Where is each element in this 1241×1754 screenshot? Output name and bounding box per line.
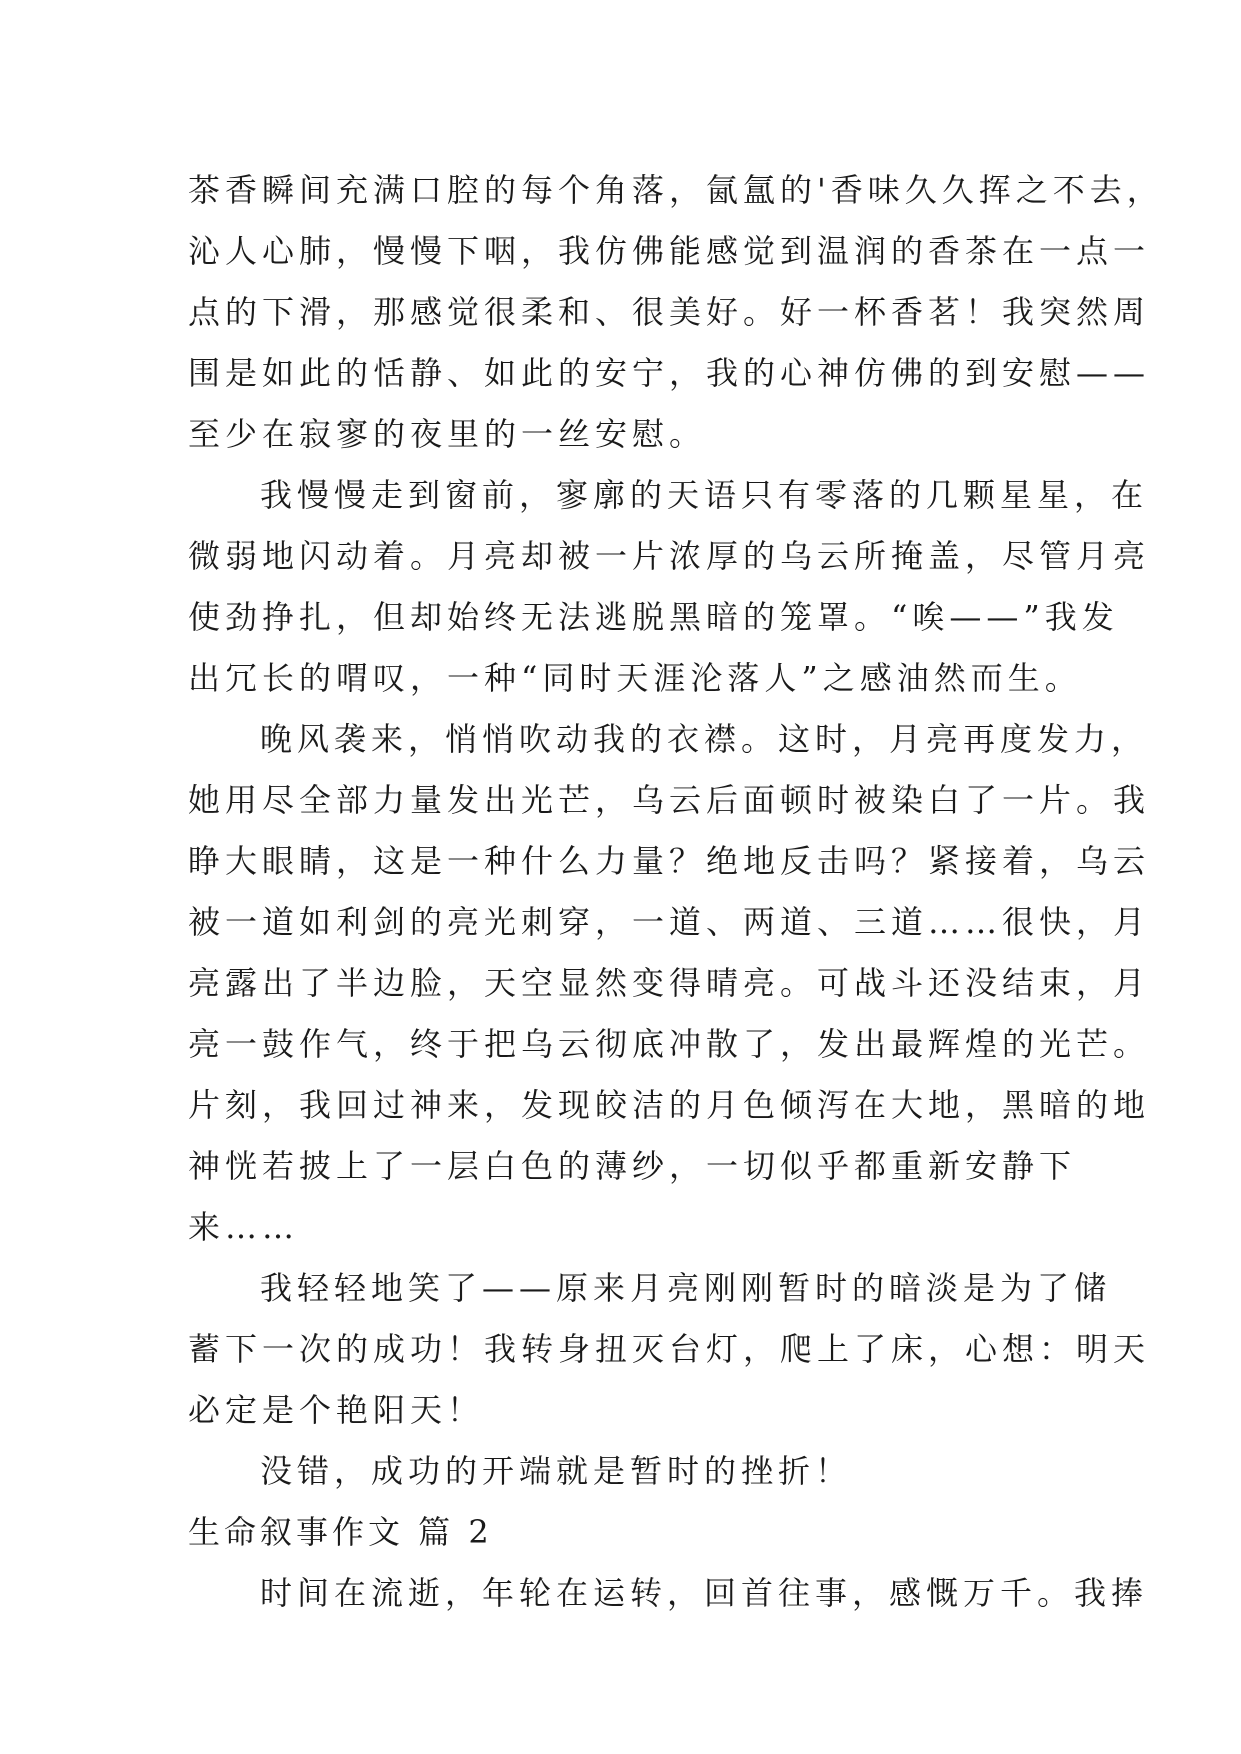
text-line: 我轻轻地笑了——原来月亮刚刚暂时的暗淡是为了储 xyxy=(260,1269,1112,1307)
text-line: 茶香瞬间充满口腔的每个角落，氤氲的'香味久久挥之不去， xyxy=(188,171,1164,209)
paragraph-5 xyxy=(188,1441,1068,1502)
text-line: 没错，成功的开端就是暂时的挫折！ xyxy=(260,1452,853,1490)
text-line: 必定是个艳阳天！ xyxy=(188,1391,485,1429)
text-line: 来…… xyxy=(188,1208,300,1246)
text-line: 沁人心肺，慢慢下咽，我仿佛能感觉到温润的香茶在一点一 xyxy=(188,232,1151,270)
text-line: 被一道如利剑的亮光刺穿，一道、两道、三道……很快，月 xyxy=(188,903,1151,941)
text-line: 点的下滑，那感觉很柔和、很美好。好一杯香茗！我突然周 xyxy=(188,293,1151,331)
text-line: 围是如此的恬静、如此的安宁，我的心神仿佛的到安慰—— xyxy=(188,354,1151,392)
closing-paragraph xyxy=(188,1563,1149,1624)
paragraph-4 xyxy=(188,1258,1151,1441)
text-line: 她用尽全部力量发出光芒，乌云后面顿时被染白了一片。我 xyxy=(188,781,1151,819)
text-line: 片刻，我回过神来，发现皎洁的月色倾泻在大地，黑暗的地 xyxy=(188,1086,1151,1124)
paragraph-1 xyxy=(188,160,1164,465)
text-line: 亮一鼓作气，终于把乌云彻底冲散了，发出最辉煌的光芒。 xyxy=(188,1025,1151,1063)
text-line: 晚风袭来，悄悄吹动我的衣襟。这时，月亮再度发力， xyxy=(260,720,1149,758)
text-line: 神恍若披上了一层白色的薄纱，一切似乎都重新安静下 xyxy=(188,1147,1077,1185)
section-heading: 生命叙事作文 篇 2 xyxy=(188,1513,493,1551)
text-line: 睁大眼睛，这是一种什么力量？绝地反击吗？紧接着，乌云 xyxy=(188,842,1151,880)
paragraph-3 xyxy=(188,709,1151,1258)
document-body xyxy=(188,160,1164,1624)
text-line: 蓄下一次的成功！我转身扭灭台灯，爬上了床，心想：明天 xyxy=(188,1330,1151,1368)
text-line: 时间在流逝，年轮在运转，回首往事，感慨万千。我捧 xyxy=(260,1574,1149,1612)
text-line: 至少在寂寥的夜里的一丝安慰。 xyxy=(188,415,707,453)
paragraph-2 xyxy=(188,465,1151,709)
text-line: 微弱地闪动着。月亮却被一片浓厚的乌云所掩盖，尽管月亮 xyxy=(188,537,1151,575)
text-line: 亮露出了半边脸，天空显然变得晴亮。可战斗还没结束，月 xyxy=(188,964,1151,1002)
text-line: 我慢慢走到窗前，寥廓的天语只有零落的几颗星星，在 xyxy=(260,476,1149,514)
text-line: 出冗长的喟叹，一种“同时天涯沦落人”之感油然而生。 xyxy=(188,659,1082,697)
text-line: 使劲挣扎，但却始终无法逃脱黑暗的笼罩。“唉——”我发 xyxy=(188,598,1119,636)
